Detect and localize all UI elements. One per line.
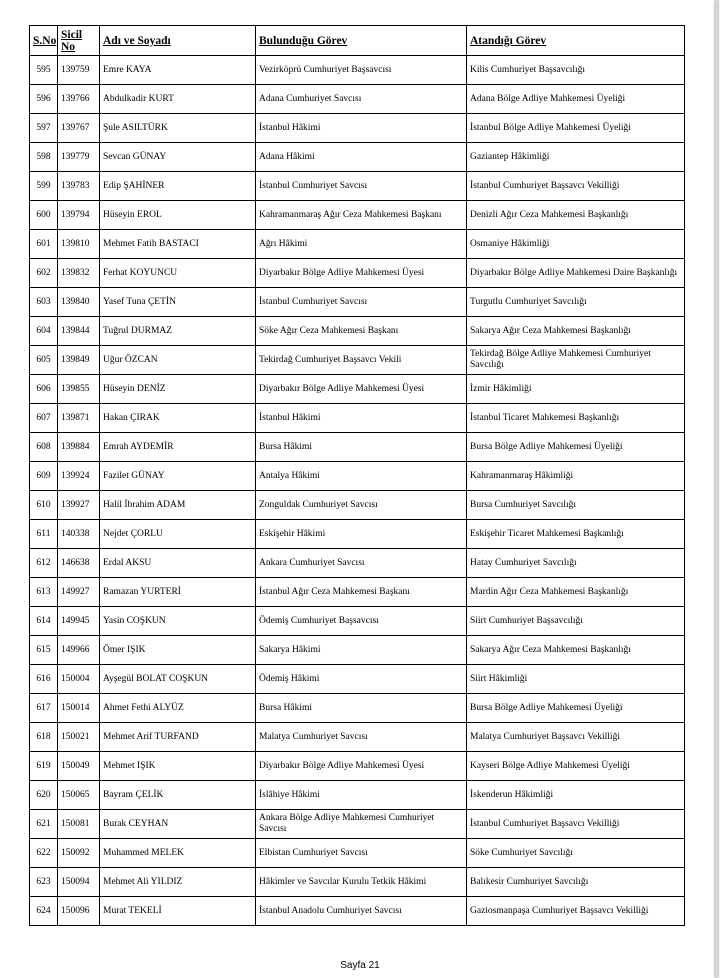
cell-assigned-position: Gaziantep Hâkimliği (467, 143, 685, 172)
cell-sicil-no: 139849 (58, 346, 100, 375)
cell-sicil-no: 140338 (58, 520, 100, 549)
cell-name: Abdulkadir KURT (100, 85, 256, 114)
cell-name: Edip ŞAHİNER (100, 172, 256, 201)
cell-current-position: Bursa Hâkimi (256, 433, 467, 462)
table-row (30, 578, 685, 607)
cell-sicil-no: 150021 (58, 723, 100, 752)
cell-sno: 612 (30, 549, 58, 578)
cell-sno: 609 (30, 462, 58, 491)
cell-name: Şule ASILTÜRK (100, 114, 256, 143)
cell-sno: 615 (30, 636, 58, 665)
cell-sicil-no: 150096 (58, 897, 100, 926)
cell-current-position: Diyarbakır Bölge Adliye Mahkemesi Üyesi (256, 752, 467, 781)
cell-current-position: İstanbul Hâkimi (256, 114, 467, 143)
cell-sicil-no: 139767 (58, 114, 100, 143)
cell-name: Burak CEYHAN (100, 810, 256, 839)
cell-current-position: Ödemiş Cumhuriyet Başsavcısı (256, 607, 467, 636)
cell-current-position: Ankara Cumhuriyet Savcısı (256, 549, 467, 578)
vertical-scrollbar[interactable] (713, 0, 720, 978)
cell-sicil-no: 150004 (58, 665, 100, 694)
cell-sicil-no: 150049 (58, 752, 100, 781)
cell-sno: 610 (30, 491, 58, 520)
table-row (30, 723, 685, 752)
cell-current-position: Söke Ağır Ceza Mahkemesi Başkanı (256, 317, 467, 346)
cell-assigned-position: İstanbul Ticaret Mahkemesi Başkanlığı (467, 404, 685, 433)
cell-sno: 617 (30, 694, 58, 723)
cell-current-position: İslâhiye Hâkimi (256, 781, 467, 810)
cell-current-position: Diyarbakır Bölge Adliye Mahkemesi Üyesi (256, 259, 467, 288)
cell-sicil-no: 139779 (58, 143, 100, 172)
table-row (30, 259, 685, 288)
cell-sno: 616 (30, 665, 58, 694)
cell-assigned-position: Kayseri Bölge Adliye Mahkemesi Üyeliği (467, 752, 685, 781)
header-sicil-no: Sicil No (58, 26, 100, 56)
cell-current-position: İstanbul Cumhuriyet Savcısı (256, 172, 467, 201)
table-row (30, 56, 685, 85)
cell-sicil-no: 150094 (58, 868, 100, 897)
cell-current-position: İstanbul Hâkimi (256, 404, 467, 433)
cell-assigned-position: Bursa Cumhuriyet Savcılığı (467, 491, 685, 520)
cell-assigned-position: Söke Cumhuriyet Savcılığı (467, 839, 685, 868)
cell-current-position: Hâkimler ve Savcılar Kurulu Tetkik Hâkimi (256, 868, 467, 897)
cell-sicil-no: 139844 (58, 317, 100, 346)
cell-current-position: Malatya Cumhuriyet Savcısı (256, 723, 467, 752)
header-sno: S.No (30, 26, 58, 56)
cell-current-position: Tekirdağ Cumhuriyet Başsavcı Vekili (256, 346, 467, 375)
table-row (30, 781, 685, 810)
cell-assigned-position: Bursa Bölge Adliye Mahkemesi Üyeliği (467, 694, 685, 723)
table-row (30, 607, 685, 636)
cell-sicil-no: 149927 (58, 578, 100, 607)
table-row (30, 636, 685, 665)
cell-name: Emre KAYA (100, 56, 256, 85)
cell-sno: 595 (30, 56, 58, 85)
cell-sicil-no: 139766 (58, 85, 100, 114)
table-row (30, 897, 685, 926)
table-body (30, 56, 685, 926)
cell-name: Emrah AYDEMİR (100, 433, 256, 462)
cell-sicil-no: 139832 (58, 259, 100, 288)
cell-current-position: Eskişehir Hâkimi (256, 520, 467, 549)
table-row (30, 201, 685, 230)
table-row (30, 346, 685, 375)
table-row (30, 114, 685, 143)
cell-name: Halil İbrahim ADAM (100, 491, 256, 520)
cell-sno: 597 (30, 114, 58, 143)
cell-current-position: Vezirköprü Cumhuriyet Başsavcısı (256, 56, 467, 85)
cell-assigned-position: Denizli Ağır Ceza Mahkemesi Başkanlığı (467, 201, 685, 230)
cell-assigned-position: Sakarya Ağır Ceza Mahkemesi Başkanlığı (467, 317, 685, 346)
cell-sicil-no: 139783 (58, 172, 100, 201)
cell-sno: 624 (30, 897, 58, 926)
cell-assigned-position: Kahramanmaraş Hâkimliği (467, 462, 685, 491)
cell-assigned-position: Balıkesir Cumhuriyet Savcılığı (467, 868, 685, 897)
cell-name: Uğur ÖZCAN (100, 346, 256, 375)
cell-name: Muhammed MELEK (100, 839, 256, 868)
table-header-row (30, 26, 685, 56)
cell-current-position: Zonguldak Cumhuriyet Savcısı (256, 491, 467, 520)
cell-name: Mehmet Ali YILDIZ (100, 868, 256, 897)
cell-name: Ferhat KOYUNCU (100, 259, 256, 288)
table-row (30, 549, 685, 578)
cell-sicil-no: 139924 (58, 462, 100, 491)
cell-assigned-position: Osmaniye Hâkimliği (467, 230, 685, 259)
table-row (30, 143, 685, 172)
cell-sicil-no: 146638 (58, 549, 100, 578)
cell-assigned-position: Bursa Bölge Adliye Mahkemesi Üyeliği (467, 433, 685, 462)
cell-assigned-position: Siirt Hâkimliği (467, 665, 685, 694)
cell-current-position: Adana Hâkimi (256, 143, 467, 172)
cell-assigned-position: İstanbul Cumhuriyet Başsavcı Vekilliği (467, 172, 685, 201)
cell-sicil-no: 139759 (58, 56, 100, 85)
cell-name: Hüseyin DENİZ (100, 375, 256, 404)
table-row (30, 288, 685, 317)
cell-sno: 608 (30, 433, 58, 462)
cell-sicil-no: 139840 (58, 288, 100, 317)
cell-name: Mehmet IŞIK (100, 752, 256, 781)
cell-assigned-position: Malatya Cumhuriyet Başsavcı Vekilliği (467, 723, 685, 752)
cell-sicil-no: 139884 (58, 433, 100, 462)
cell-current-position: Sakarya Hâkimi (256, 636, 467, 665)
cell-sno: 604 (30, 317, 58, 346)
cell-name: Hakan ÇIRAK (100, 404, 256, 433)
cell-sno: 621 (30, 810, 58, 839)
cell-sno: 606 (30, 375, 58, 404)
table-row (30, 694, 685, 723)
cell-name: Ahmet Fethi ALYÜZ (100, 694, 256, 723)
cell-sno: 622 (30, 839, 58, 868)
cell-current-position: Diyarbakır Bölge Adliye Mahkemesi Üyesi (256, 375, 467, 404)
cell-sicil-no: 150065 (58, 781, 100, 810)
cell-sicil-no: 150014 (58, 694, 100, 723)
table-row (30, 491, 685, 520)
cell-assigned-position: Hatay Cumhuriyet Savcılığı (467, 549, 685, 578)
cell-assigned-position: Diyarbakır Bölge Adliye Mahkemesi Daire Başkanlığı (467, 259, 685, 288)
cell-assigned-position: Sakarya Ağır Ceza Mahkemesi Başkanlığı (467, 636, 685, 665)
cell-sno: 598 (30, 143, 58, 172)
cell-name: Ayşegül BOLAT COŞKUN (100, 665, 256, 694)
cell-current-position: Antalya Hâkimi (256, 462, 467, 491)
cell-assigned-position: Kilis Cumhuriyet Başsavcılığı (467, 56, 685, 85)
cell-name: Mehmet Arif TURFAND (100, 723, 256, 752)
cell-sno: 599 (30, 172, 58, 201)
cell-sicil-no: 139855 (58, 375, 100, 404)
cell-current-position: İstanbul Anadolu Cumhuriyet Savcısı (256, 897, 467, 926)
cell-sicil-no: 139794 (58, 201, 100, 230)
cell-sicil-no: 149945 (58, 607, 100, 636)
table-row (30, 433, 685, 462)
cell-name: Fazilet GÜNAY (100, 462, 256, 491)
cell-sicil-no: 139871 (58, 404, 100, 433)
cell-name: Hüseyin EROL (100, 201, 256, 230)
table-row (30, 665, 685, 694)
cell-name: Murat TEKELİ (100, 897, 256, 926)
cell-name: Ömer IŞIK (100, 636, 256, 665)
cell-assigned-position: Gaziosmanpaşa Cumhuriyet Başsavcı Vekilliği (467, 897, 685, 926)
table-row (30, 317, 685, 346)
cell-sicil-no: 150092 (58, 839, 100, 868)
cell-current-position: Ödemiş Hâkimi (256, 665, 467, 694)
cell-name: Yasin COŞKUN (100, 607, 256, 636)
cell-current-position: Adana Cumhuriyet Savcısı (256, 85, 467, 114)
header-name: Adı ve Soyadı (100, 26, 256, 56)
table-row (30, 375, 685, 404)
cell-sno: 611 (30, 520, 58, 549)
cell-sno: 618 (30, 723, 58, 752)
cell-sno: 605 (30, 346, 58, 375)
cell-name: Ramazan YURTERİ (100, 578, 256, 607)
table-row (30, 404, 685, 433)
header-current-position: Bulunduğu Görev (256, 26, 467, 56)
table-row (30, 868, 685, 897)
page-number: Sayfa 21 (340, 960, 380, 971)
table-row (30, 839, 685, 868)
cell-name: Sevcan GÜNAY (100, 143, 256, 172)
cell-current-position: İstanbul Cumhuriyet Savcısı (256, 288, 467, 317)
cell-sicil-no: 149966 (58, 636, 100, 665)
cell-current-position: İstanbul Ağır Ceza Mahkemesi Başkanı (256, 578, 467, 607)
cell-name: Nejdet ÇORLU (100, 520, 256, 549)
cell-sno: 601 (30, 230, 58, 259)
table-row (30, 172, 685, 201)
cell-assigned-position: Tekirdağ Bölge Adliye Mahkemesi Cumhuriyet Savcılığı (467, 346, 685, 375)
cell-assigned-position: Adana Bölge Adliye Mahkemesi Üyeliği (467, 85, 685, 114)
cell-current-position: Ağrı Hâkimi (256, 230, 467, 259)
cell-sno: 614 (30, 607, 58, 636)
cell-sno: 620 (30, 781, 58, 810)
cell-sno: 613 (30, 578, 58, 607)
cell-assigned-position: İskenderun Hâkimliği (467, 781, 685, 810)
table-row (30, 230, 685, 259)
cell-assigned-position: Siirt Cumhuriyet Başsavcılığı (467, 607, 685, 636)
cell-assigned-position: İstanbul Cumhuriyet Başsavcı Vekilliği (467, 810, 685, 839)
cell-sno: 600 (30, 201, 58, 230)
cell-sno: 602 (30, 259, 58, 288)
scrollbar-thumb[interactable] (714, 0, 719, 978)
cell-sno: 603 (30, 288, 58, 317)
cell-assigned-position: İzmir Hâkimliği (467, 375, 685, 404)
cell-assigned-position: Mardin Ağır Ceza Mahkemesi Başkanlığı (467, 578, 685, 607)
cell-current-position: Bursa Hâkimi (256, 694, 467, 723)
cell-sicil-no: 150081 (58, 810, 100, 839)
cell-sno: 619 (30, 752, 58, 781)
cell-current-position: Elbistan Cumhuriyet Savcısı (256, 839, 467, 868)
cell-assigned-position: İstanbul Bölge Adliye Mahkemesi Üyeliği (467, 114, 685, 143)
cell-name: Erdal AKSU (100, 549, 256, 578)
appointments-table (29, 25, 685, 926)
cell-sno: 623 (30, 868, 58, 897)
table-row (30, 85, 685, 114)
table-row (30, 462, 685, 491)
cell-name: Yasef Tuna ÇETİN (100, 288, 256, 317)
cell-assigned-position: Turgutlu Cumhuriyet Savcılığı (467, 288, 685, 317)
header-assigned-position: Atandığı Görev (467, 26, 685, 56)
cell-name: Bayram ÇELİK (100, 781, 256, 810)
cell-name: Tuğrul DURMAZ (100, 317, 256, 346)
cell-current-position: Kahramanmaraş Ağır Ceza Mahkemesi Başkanı (256, 201, 467, 230)
cell-current-position: Ankara Bölge Adliye Mahkemesi Cumhuriyet Savcısı (256, 810, 467, 839)
cell-sno: 607 (30, 404, 58, 433)
table-row (30, 810, 685, 839)
cell-name: Mehmet Fatih BASTACI (100, 230, 256, 259)
cell-sicil-no: 139810 (58, 230, 100, 259)
table-row (30, 752, 685, 781)
cell-assigned-position: Eskişehir Ticaret Mahkemesi Başkanlığı (467, 520, 685, 549)
cell-sicil-no: 139927 (58, 491, 100, 520)
table-row (30, 520, 685, 549)
cell-sno: 596 (30, 85, 58, 114)
